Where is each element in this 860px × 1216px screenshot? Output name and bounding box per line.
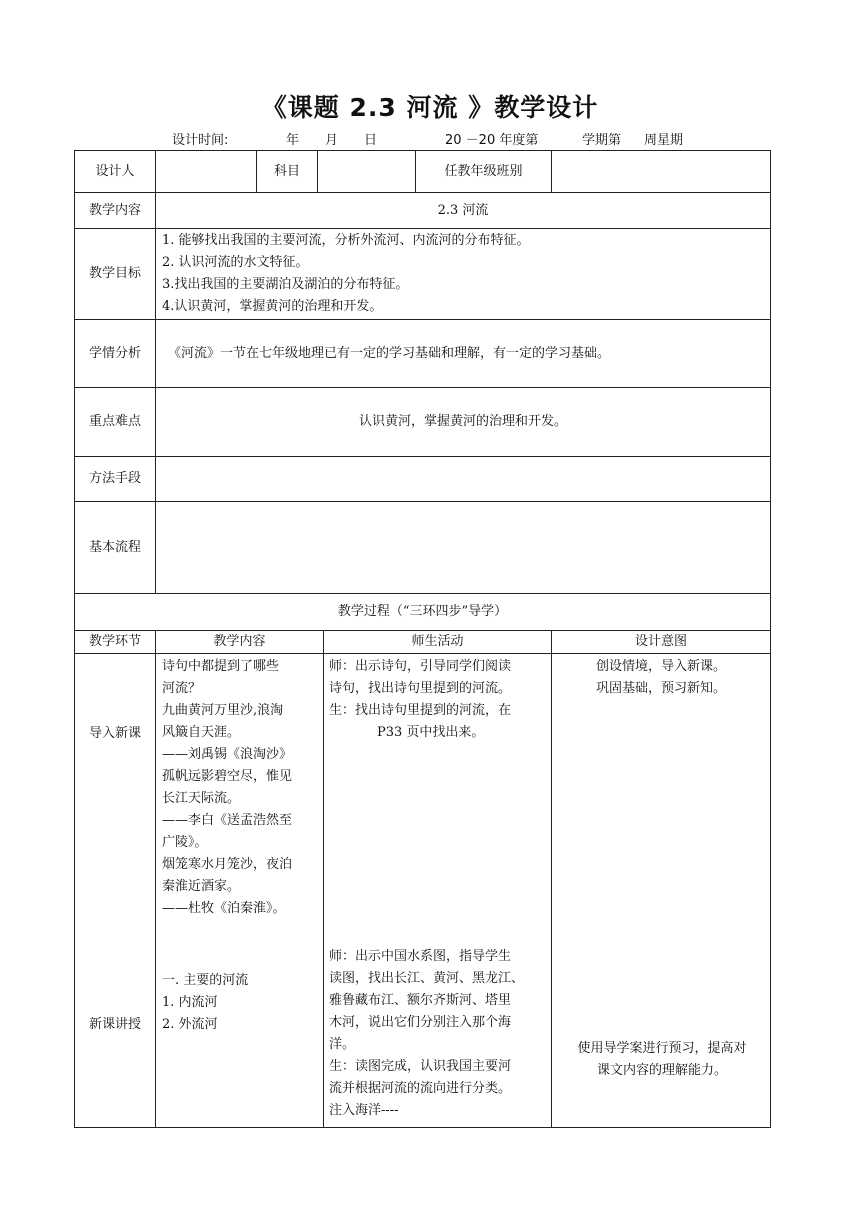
stage2-activity — [329, 946, 549, 1122]
designer-label: 设计人 — [95, 163, 135, 179]
subject-label: 科目 — [273, 163, 300, 179]
activity-line: 雅鲁藏布江、额尔齐斯河、塔里 — [329, 993, 512, 1008]
activity-line: 师：出示中国水系图，指导学生 — [329, 949, 512, 964]
class-label: 任教年级班别 — [444, 163, 523, 179]
designer-value — [156, 151, 256, 192]
content-line: 长江天际流。 — [162, 791, 241, 806]
activity-line: 读图，找出长江、黄河、黑龙江、 — [329, 971, 525, 986]
flow-value — [156, 502, 770, 593]
document-title: 《课题 2.3 河流 》教学设计 — [261, 93, 599, 122]
design-time-label: 设计时间: — [172, 133, 229, 148]
intent-line: 课文内容的理解能力。 — [596, 1063, 727, 1078]
activity-line: 生：读图完成，认识我国主要河 — [329, 1059, 512, 1074]
goal-item: 1. 能够找出我国的主要河流，分析外流河、内流河的分布特征。 — [162, 233, 530, 248]
stage1-label: 导入新课 — [88, 726, 141, 741]
content-line: 2. 外流河 — [162, 1017, 218, 1032]
stage2-label: 新课讲授 — [88, 1017, 141, 1032]
month-label: 月 — [325, 133, 339, 148]
stage1-intent — [552, 656, 770, 700]
content-line: 风簸自天涯。 — [162, 725, 241, 740]
content-line: ——杜牧《泊秦淮》。 — [162, 901, 286, 916]
content-line: 一. 主要的河流 — [162, 973, 249, 988]
methods-value — [156, 457, 770, 501]
flow-label: 基本流程 — [88, 539, 141, 555]
activity-line: P33 页中找出来。 — [377, 725, 485, 740]
content-line: 孤帆远影碧空尽，惟见 — [162, 769, 293, 784]
header-intent: 设计意图 — [634, 634, 687, 649]
stage2-content — [162, 970, 320, 1036]
content-line: 广陵》。 — [162, 835, 208, 850]
activity-line: 洋。 — [329, 1037, 356, 1052]
process-heading: 教学过程（“三环四步”导学） — [337, 604, 508, 619]
activity-line: 生：找出诗句里提到的河流，在 — [329, 703, 512, 718]
goal-item: 2. 认识河流的水文特征。 — [162, 255, 309, 270]
content-line: 九曲黄河万里沙,浪淘 — [162, 703, 284, 718]
content-line: 1. 内流河 — [162, 995, 218, 1010]
goals-label: 教学目标 — [88, 266, 141, 281]
content-line: 烟笼寒水月笼沙，夜泊 — [162, 857, 293, 872]
content-line: ——刘禹锡《浪淘沙》 — [162, 747, 293, 762]
content-label: 教学内容 — [88, 202, 141, 218]
header-activity: 师生活动 — [411, 634, 464, 649]
term-label: 学期第 — [582, 133, 622, 148]
day-label: 日 — [364, 133, 378, 148]
intent-line: 使用导学案进行预习，提高对 — [577, 1041, 747, 1056]
activity-line: 注入海洋---- — [329, 1103, 399, 1118]
analysis-label: 学情分析 — [88, 345, 141, 361]
activity-line: 诗句，找出诗句里提到的河流。 — [329, 681, 512, 696]
content-line: ——李白《送孟浩然至 — [162, 813, 293, 828]
stage2-intent — [556, 1038, 768, 1082]
header-stage: 教学环节 — [88, 634, 141, 649]
keypoints-value: 认识黄河，掌握黄河的治理和开发。 — [358, 414, 567, 429]
intent-line: 巩固基础，预习新知。 — [595, 681, 726, 696]
goal-item: 3.找出我国的主要湖泊及湖泊的分布特征。 — [162, 277, 409, 292]
header-content: 教学内容 — [213, 634, 266, 649]
goals-list — [162, 230, 767, 318]
methods-label: 方法手段 — [88, 471, 141, 486]
activity-line: 流并根据河流的流向进行分类。 — [329, 1081, 512, 1096]
keypoints-label: 重点难点 — [88, 414, 141, 429]
content-line: 诗句中都提到了哪些 — [162, 659, 280, 674]
goal-item: 4.认识黄河，掌握黄河的治理和开发。 — [162, 299, 383, 314]
school-year-label: 20 －20 年度第 — [445, 133, 539, 148]
stage1-content — [162, 656, 320, 920]
intent-line: 创设情境，导入新课。 — [595, 659, 726, 674]
content-line: 河流？ — [162, 681, 202, 696]
week-label: 周星期 — [644, 133, 684, 148]
year-label: 年 — [286, 133, 300, 148]
activity-line: 木河，说出它们分别注入那个海 — [329, 1015, 512, 1030]
analysis-value: 《河流》一节在七年级地理已有一定的学习基础和理解，有一定的学习基础。 — [168, 345, 611, 361]
subject-value — [318, 151, 415, 192]
class-value — [552, 151, 770, 192]
content-value: 2.3 河流 — [437, 202, 489, 218]
content-line: 秦淮近酒家。 — [162, 879, 241, 894]
activity-line: 师：出示诗句，引导同学们阅读 — [329, 659, 512, 674]
stage1-activity — [329, 656, 549, 744]
